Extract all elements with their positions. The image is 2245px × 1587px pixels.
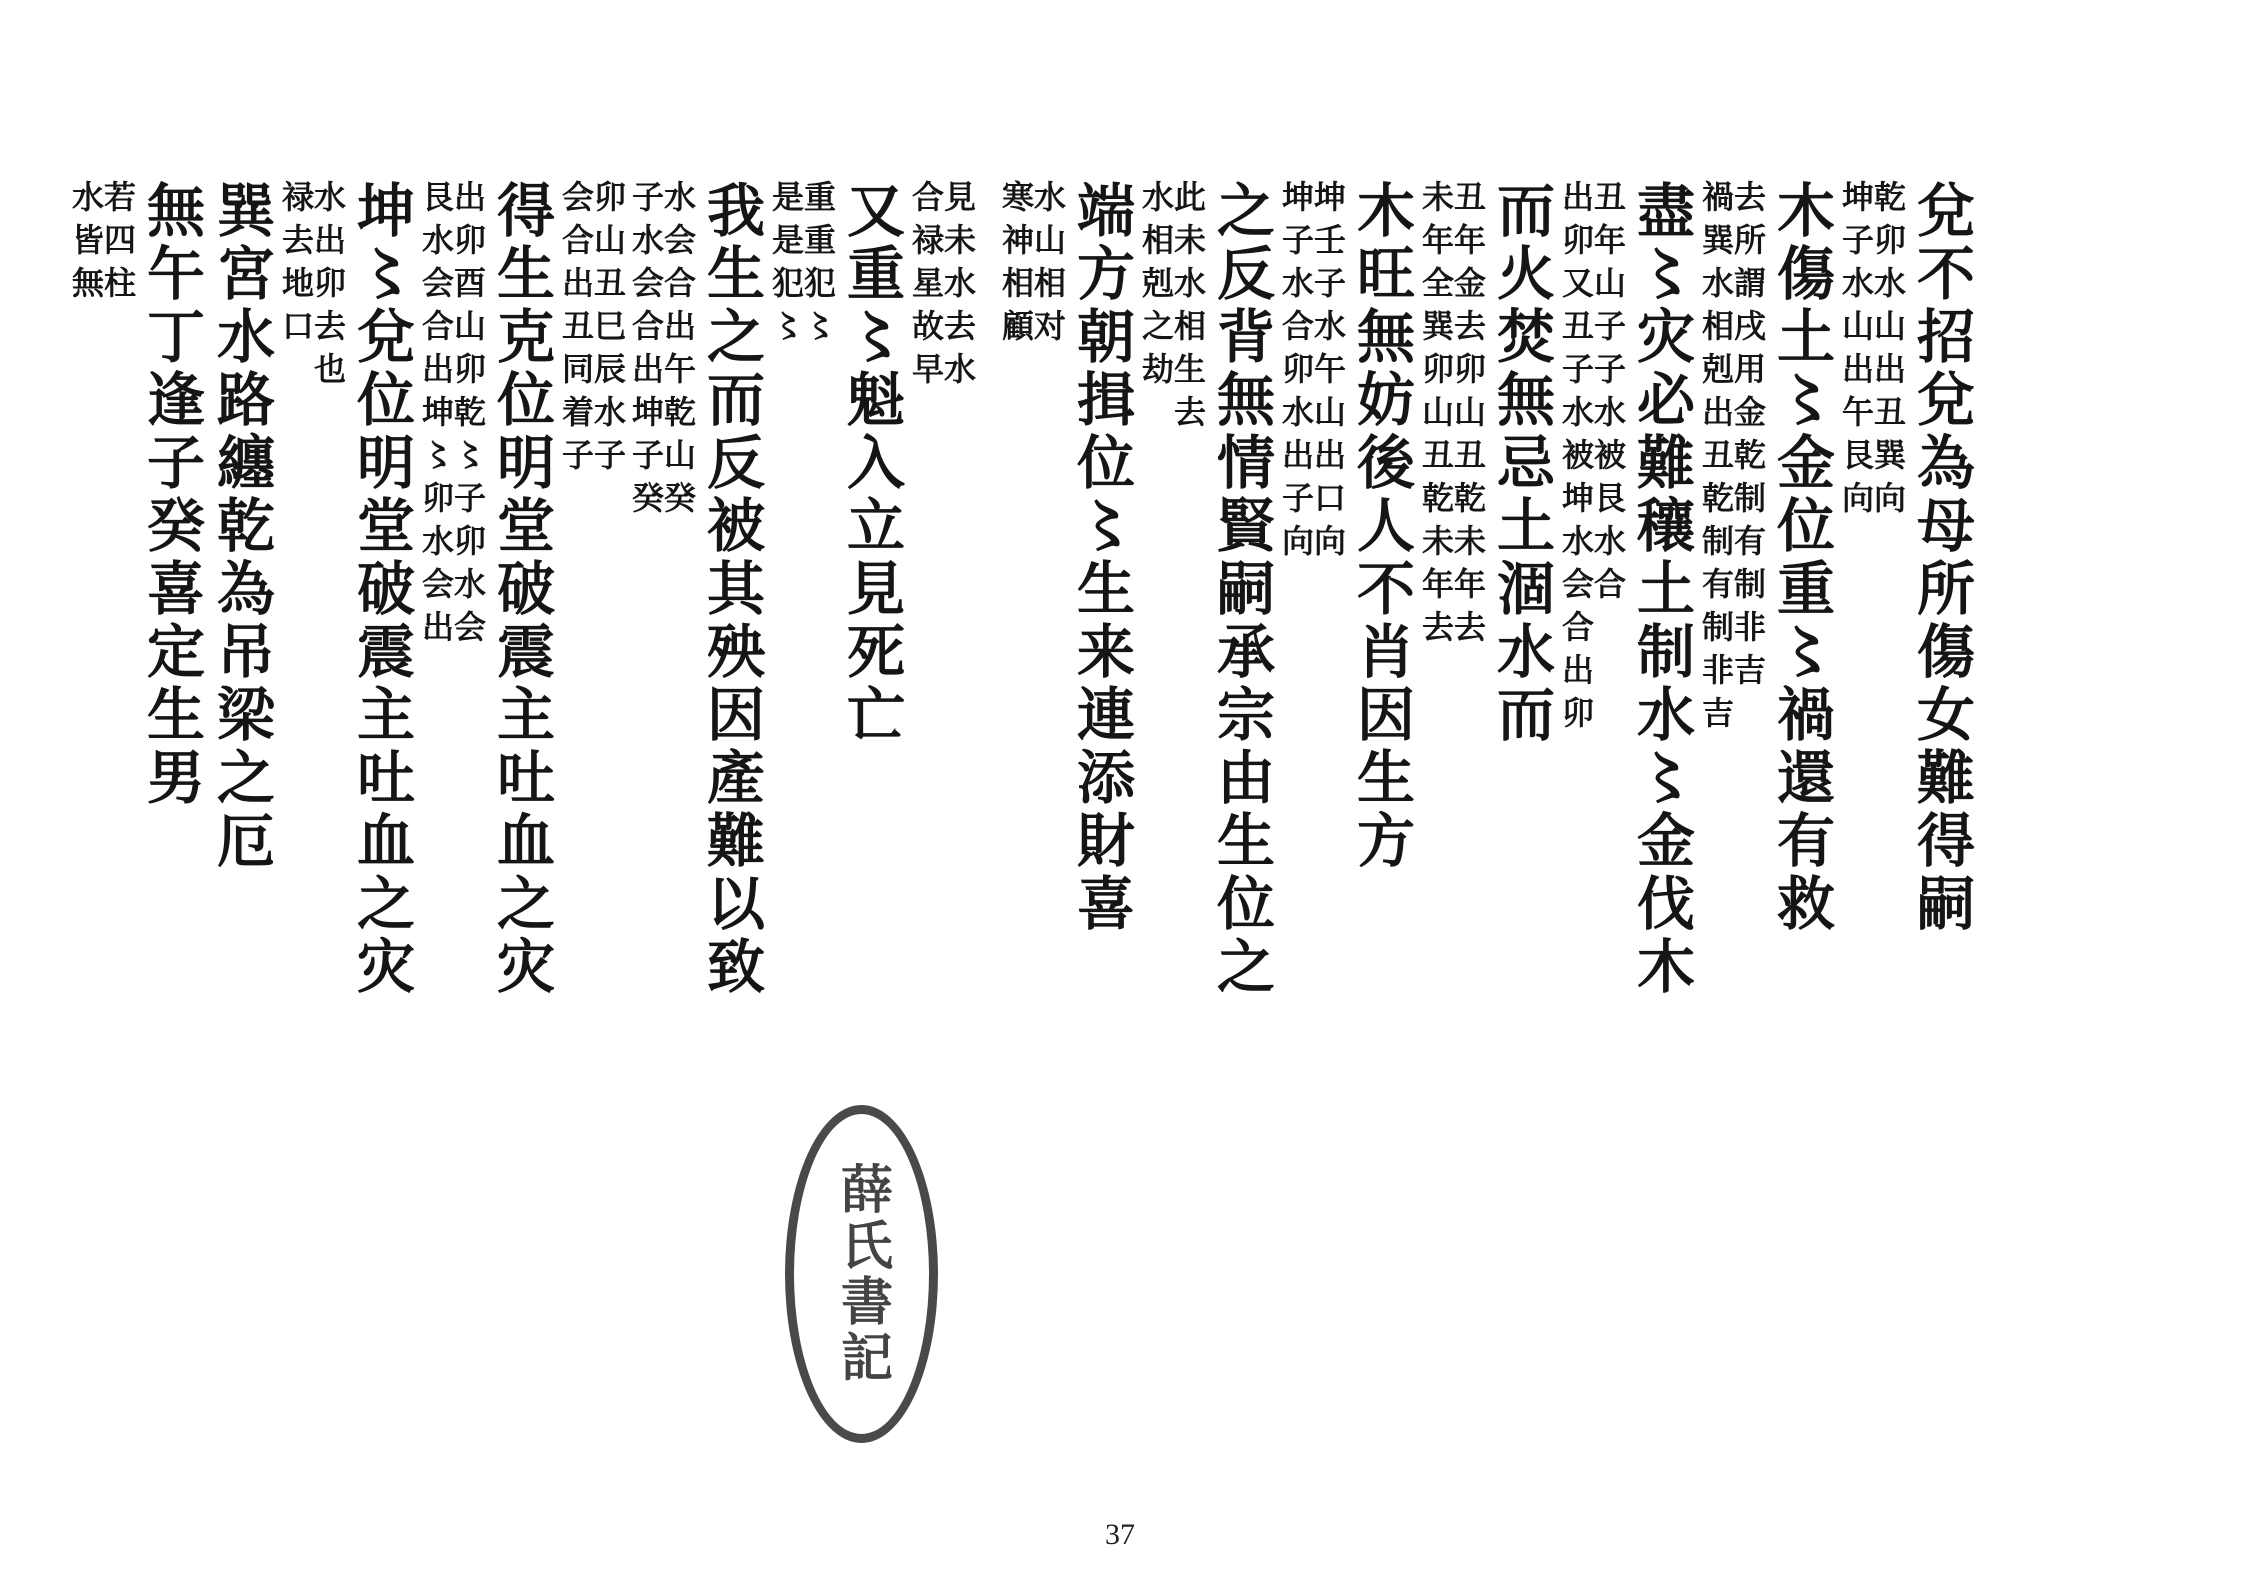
annotation-line: 子水会合出坤子癸 — [627, 180, 665, 524]
annotation-line: 坤子水山出午艮向 — [1837, 180, 1875, 524]
annotation-line: 合禄星故早 — [907, 180, 945, 395]
annotation-line: 水出卯去也 — [309, 180, 347, 395]
annotation-line: 寒神相顧 — [997, 180, 1035, 352]
annotation-line: 此未水相生去 — [1169, 180, 1207, 438]
annotation-line: 出卯酉山卯乾〻子卯水会 — [449, 180, 487, 653]
annotation-line: 見未水去水 — [939, 180, 977, 395]
annotation-column — [277, 180, 347, 395]
page-number: 37 — [1105, 1518, 1135, 1551]
annotation-column — [997, 180, 1067, 352]
annotation-line: 艮水会合出坤〻卯水会出 — [417, 180, 455, 653]
annotation-line: 会合出丑同着子 — [557, 180, 595, 481]
annotation-line: 是是犯〻 — [767, 180, 805, 352]
annotation-column — [627, 180, 697, 524]
text-column: 端方朝揖位〻生来連添財喜 — [1067, 180, 1135, 936]
annotation-line: 去所謂戌用金乾制有制非吉 — [1729, 180, 1767, 696]
annotation-line: 禄去地口 — [277, 180, 315, 352]
text-column: 巽宮水路纏乾為吊梁之厄 — [207, 180, 275, 873]
annotation-line: 若四柱 — [99, 180, 137, 309]
text-column: 木旺無妨後人不肖因生方 — [1347, 180, 1415, 873]
annotation-column — [767, 180, 837, 352]
left-page — [67, 180, 980, 1386]
annotation-line: 坤壬子水午山出口向 — [1309, 180, 1347, 567]
annotation-line: 水会合出午乾山癸 — [659, 180, 697, 524]
annotation-column — [1137, 180, 1207, 438]
annotation-line: 未年全巽卯山丑乾未年去 — [1417, 180, 1455, 653]
annotation-line: 禍巽水相剋出丑乾制有制非吉 — [1697, 180, 1735, 739]
text-column: 無午丁逢子癸喜定生男 — [137, 180, 205, 810]
annotation-line: 水相剋之劫 — [1137, 180, 1175, 395]
annotation-column — [907, 180, 977, 395]
annotation-line: 卯山丑巳辰水子 — [589, 180, 627, 481]
annotation-line: 坤子水合卯水出子向 — [1277, 180, 1315, 567]
annotation-line: 水皆無 — [67, 180, 105, 309]
annotation-line: 出卯又丑子水被坤水会合出卯 — [1557, 180, 1595, 739]
annotation-column — [1557, 180, 1627, 739]
text-column: 得生克位明堂破震主吐血之灾 — [487, 180, 555, 999]
annotation-line: 丑年金去卯山丑乾未年去 — [1449, 180, 1487, 653]
text-column: 坤〻兌位明堂破震主吐血之灾 — [347, 180, 415, 999]
annotation-column — [417, 180, 487, 653]
text-column: 木傷土〻金位重〻禍還有救 — [1767, 180, 1835, 936]
annotation-column — [1697, 180, 1767, 739]
annotation-column — [557, 180, 627, 481]
text-column: 盡〻灾必難穰土制水〻金伐木 — [1627, 180, 1695, 999]
annotation-column — [67, 180, 137, 309]
right-page — [997, 180, 1980, 1360]
annotation-line: 重重犯〻 — [799, 180, 837, 352]
seal-text: 薛氏書記 — [831, 1162, 893, 1386]
annotation-column — [1837, 180, 1907, 524]
annotation-line: 乾卯水山出丑巽向 — [1869, 180, 1907, 524]
annotation-line: 水山相对 — [1029, 180, 1067, 352]
right-text-columns — [997, 180, 1980, 1360]
red-seal-stamp — [785, 1105, 938, 1443]
annotation-line: 丑年山子子水被艮水合 — [1589, 180, 1627, 610]
text-column: 而火焚無忌土涸水而 — [1487, 180, 1555, 747]
text-column: 又重〻魁入立見死亡 — [837, 180, 905, 747]
text-column: 我生之而反被其殃因產難以致 — [697, 180, 765, 999]
text-column: 兌不招兌為母所傷女難得嗣 — [1907, 180, 1975, 936]
annotation-column — [1417, 180, 1487, 653]
annotation-column — [1277, 180, 1347, 567]
text-column: 之反背無情賢嗣承宗由生位之 — [1207, 180, 1275, 999]
